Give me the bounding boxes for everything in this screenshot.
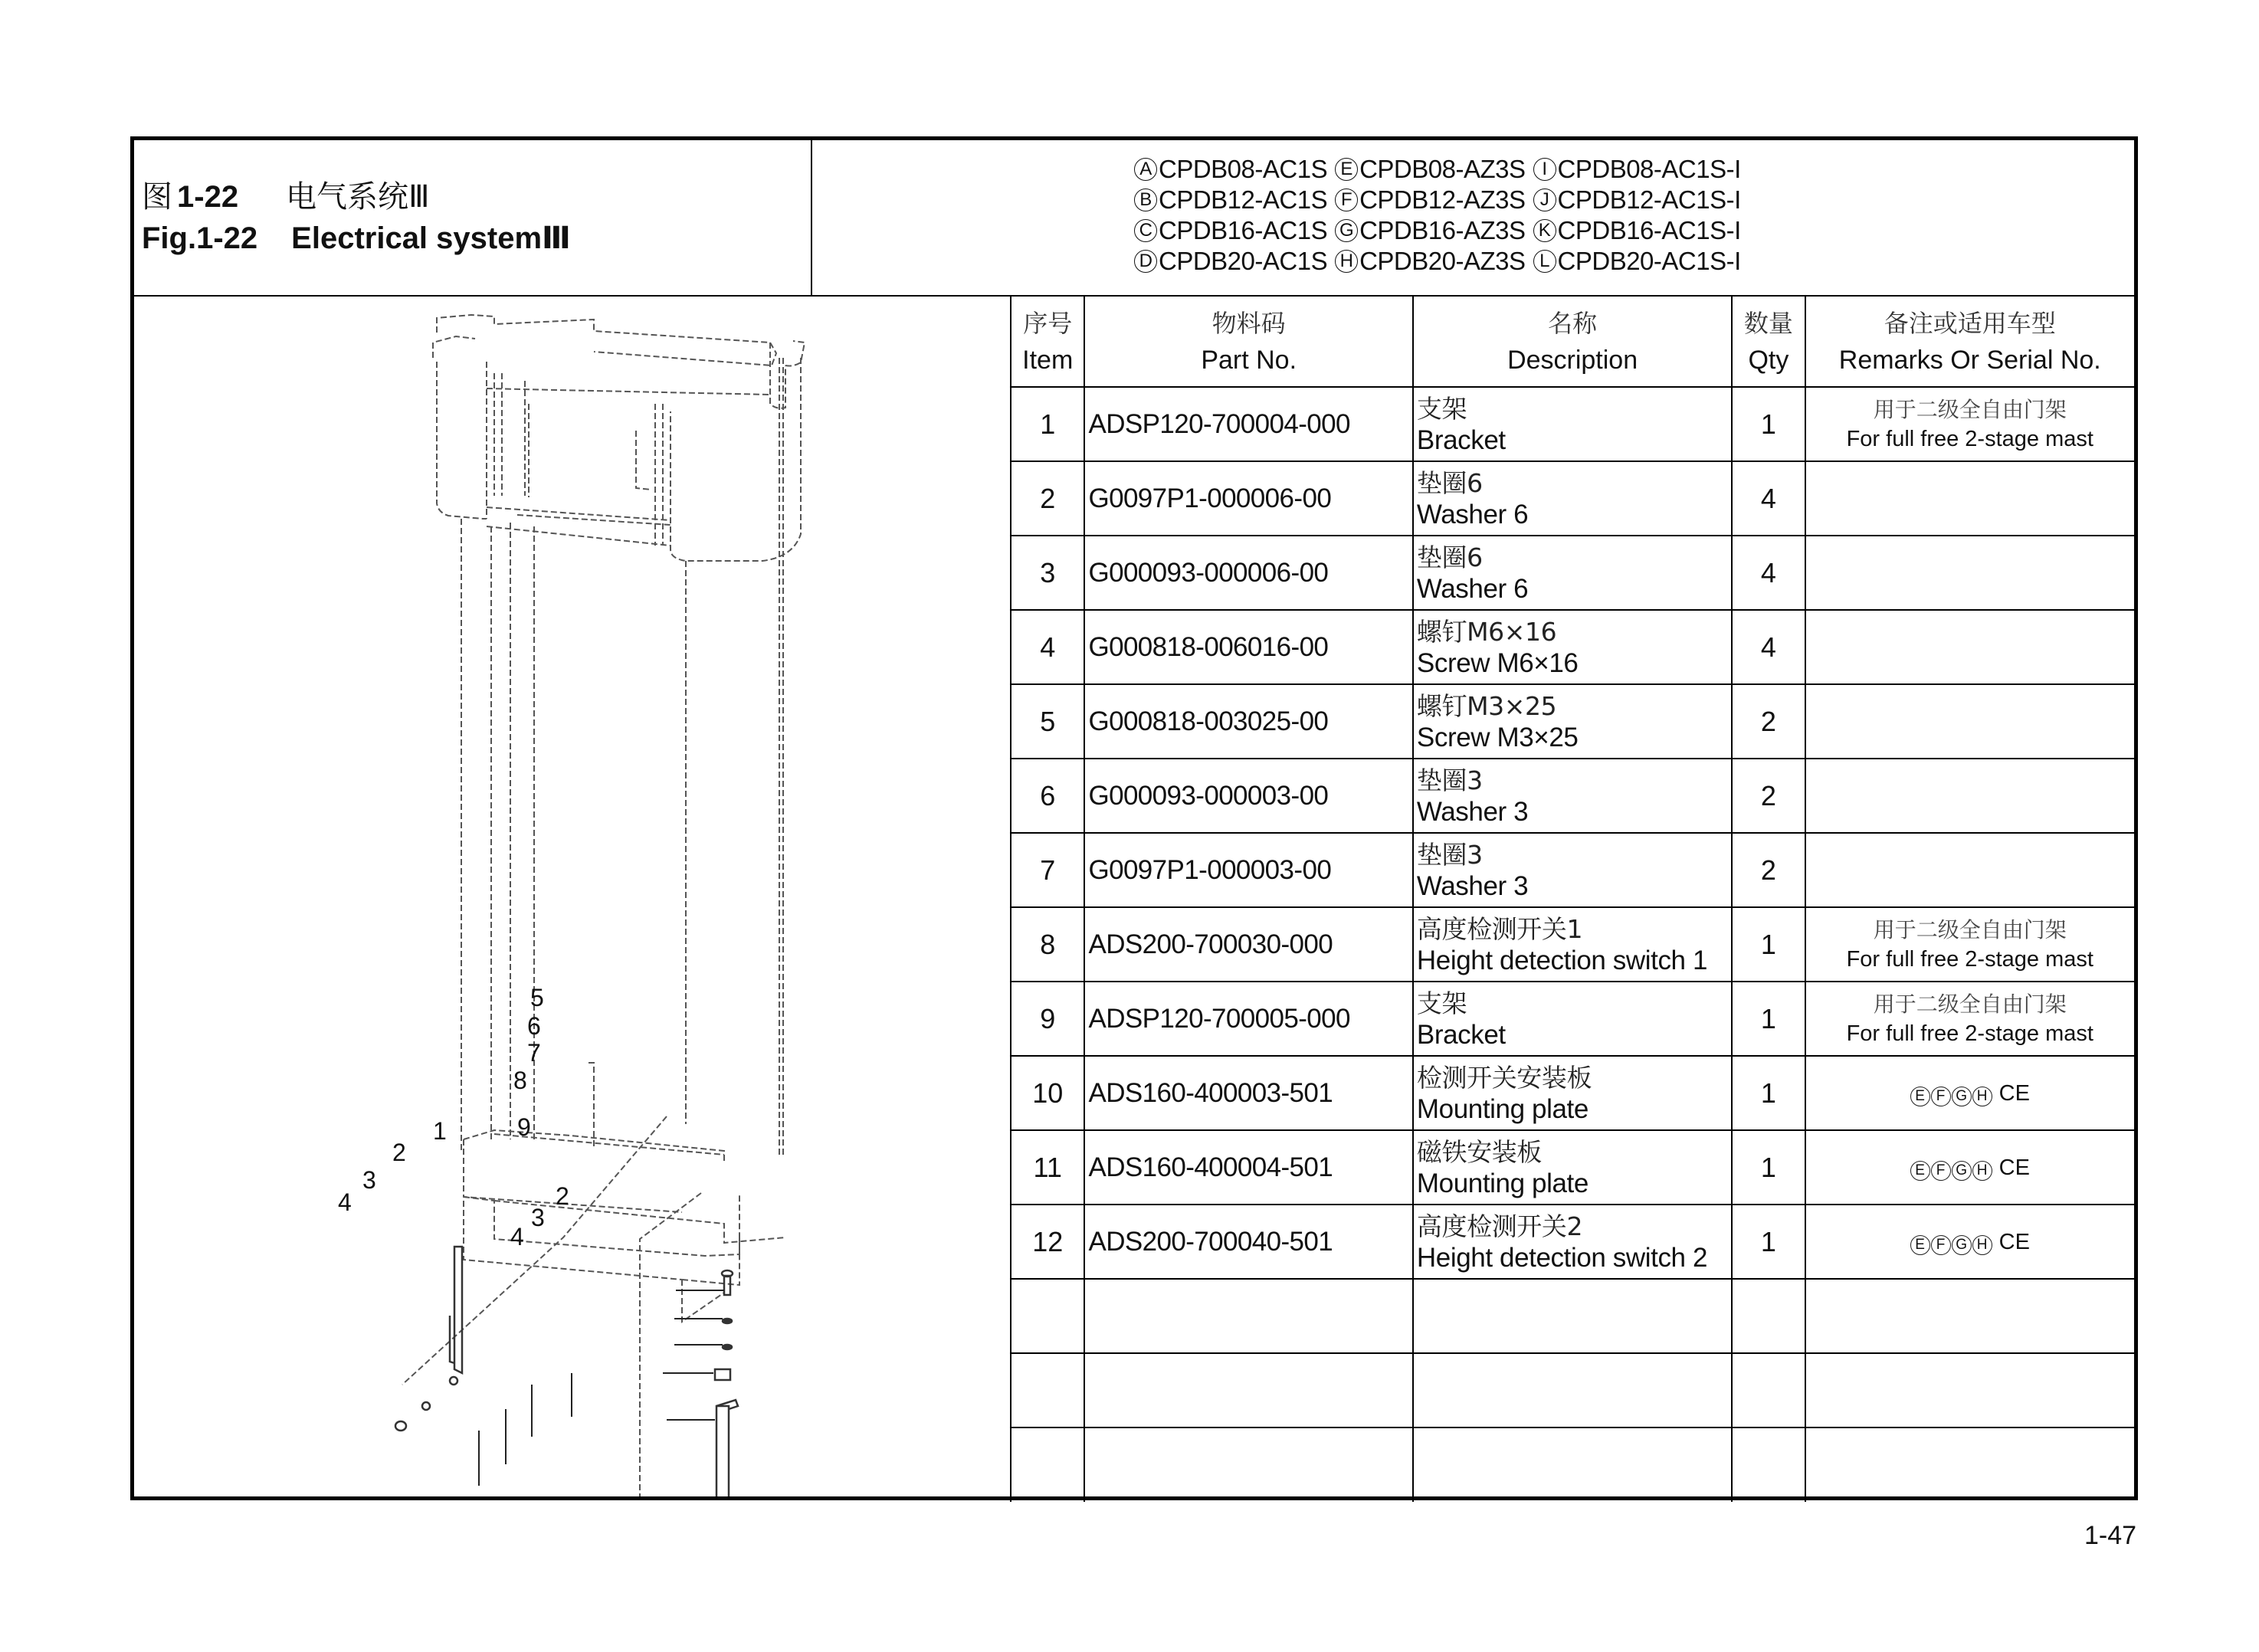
description-en: Washer 6 [1416, 573, 1529, 604]
callout-number: 6 [527, 1012, 541, 1040]
cell-qty [1732, 1353, 1805, 1427]
remark-cn: 用于二级全自由门架 [1873, 916, 2067, 942]
column-header-part-no: 物料码 Part No. [1084, 297, 1412, 387]
cell-description [1413, 1279, 1732, 1353]
description-en: Mounting plate [1416, 1168, 1589, 1198]
model-entry [1134, 246, 1327, 277]
page-number: 1-47 [2084, 1521, 2137, 1550]
circled-letter-icon: H [1972, 1235, 1992, 1255]
model-row [1134, 215, 1741, 246]
circled-letter-icon: H [1335, 250, 1358, 273]
cell-description [1413, 1205, 1732, 1279]
cell-qty: 1 [1732, 1130, 1805, 1205]
parts-table [1010, 297, 2134, 1502]
cell-item [1011, 1353, 1084, 1427]
description-cn: 垫圈6 [1416, 542, 1483, 572]
cell-remarks [1805, 684, 2134, 759]
figure-title-cn [142, 172, 430, 216]
cell-item: 11 [1011, 1130, 1084, 1205]
circled-letter-icon: E [1910, 1161, 1930, 1181]
model-entry [1335, 185, 1525, 215]
callout-number: 7 [527, 1039, 541, 1067]
cell-remarks [1805, 610, 2134, 684]
description-cn: 检测开关安装板 [1416, 1062, 1592, 1093]
model-row [1134, 185, 1741, 215]
callout-number: 3 [362, 1166, 376, 1194]
model-name: CPDB12-AC1S [1159, 185, 1328, 214]
applicable-models-block [812, 140, 2134, 297]
model-name: CPDB08-AC1S-I [1557, 155, 1741, 183]
circled-letter-icon: E [1335, 158, 1358, 181]
model-entry [1134, 154, 1327, 185]
circled-letter-icon: G [1952, 1087, 1972, 1106]
exploded-parts-diagram [134, 297, 1010, 1496]
cell-part-no [1084, 1427, 1412, 1502]
cell-description [1413, 1353, 1732, 1427]
model-name: CPDB20-AC1S [1159, 247, 1328, 275]
title-cn-number: 1-22 [177, 180, 239, 214]
circled-letter-icon: E [1910, 1235, 1930, 1255]
table-row [1011, 1130, 2134, 1205]
cell-description [1413, 610, 1732, 684]
title-cn-text: 电气系统Ⅲ [286, 179, 430, 215]
cell-part-no: G000093-000003-00 [1084, 759, 1412, 833]
remark-suffix: CE [1998, 1229, 2030, 1254]
table-row [1011, 1279, 2134, 1353]
cell-part-no: ADSP120-700004-000 [1084, 387, 1412, 461]
description-en: Height detection switch 1 [1416, 945, 1708, 975]
table-row [1011, 610, 2134, 684]
description-en: Washer 3 [1416, 870, 1529, 901]
cell-remarks [1805, 1279, 2134, 1353]
column-header-item: 序号 Item [1011, 297, 1084, 387]
table-row [1011, 387, 2134, 461]
description-cn: 高度检测开关1 [1416, 913, 1583, 944]
cell-item: 3 [1011, 536, 1084, 610]
circled-letter-icon: B [1134, 188, 1157, 211]
figure-title-block [134, 140, 812, 297]
model-entry [1335, 215, 1525, 246]
model-entry [1335, 246, 1525, 277]
model-entry [1134, 185, 1327, 215]
title-en-prefix: Fig.1-22 [142, 221, 258, 255]
table-row [1011, 684, 2134, 759]
cell-remarks [1805, 1427, 2134, 1502]
cell-qty: 1 [1732, 1056, 1805, 1130]
model-name: CPDB20-AC1S-I [1557, 247, 1741, 275]
cell-qty: 1 [1732, 387, 1805, 461]
cell-remarks [1805, 1205, 2134, 1279]
model-name: CPDB08-AZ3S [1359, 155, 1526, 183]
model-entry [1335, 154, 1525, 185]
callout-number: 4 [510, 1223, 524, 1250]
cell-item: 4 [1011, 610, 1084, 684]
table-row [1011, 1056, 2134, 1130]
column-header-description: 名称 Description [1413, 297, 1732, 387]
table-row [1011, 1205, 2134, 1279]
cell-description [1413, 982, 1732, 1056]
cell-qty: 1 [1732, 907, 1805, 982]
figure-title-en [142, 221, 571, 256]
cell-remarks [1805, 461, 2134, 536]
circled-letter-icon: F [1931, 1161, 1951, 1181]
cell-part-no: G000818-006016-00 [1084, 610, 1412, 684]
cell-part-no: G0097P1-000006-00 [1084, 461, 1412, 536]
cell-item [1011, 1279, 1084, 1353]
cell-remarks [1805, 1130, 2134, 1205]
model-row [1134, 246, 1741, 277]
description-cn: 高度检测开关2 [1416, 1211, 1583, 1241]
cell-part-no: ADS160-400003-501 [1084, 1056, 1412, 1130]
callout-number: 9 [517, 1113, 531, 1141]
cell-remarks [1805, 536, 2134, 610]
cell-qty: 2 [1732, 833, 1805, 907]
cell-part-no [1084, 1353, 1412, 1427]
description-cn: 螺钉M6×16 [1416, 616, 1557, 647]
cell-part-no: G0097P1-000003-00 [1084, 833, 1412, 907]
table-row [1011, 907, 2134, 982]
cell-part-no: ADS160-400004-501 [1084, 1130, 1412, 1205]
remark-suffix: CE [1998, 1080, 2030, 1106]
callout-number: 2 [392, 1139, 406, 1166]
cell-qty: 4 [1732, 536, 1805, 610]
circled-letter-icon: G [1952, 1161, 1972, 1181]
cell-remarks [1805, 387, 2134, 461]
cell-description [1413, 833, 1732, 907]
description-cn: 磁铁安装板 [1416, 1136, 1542, 1167]
cell-description [1413, 1427, 1732, 1502]
table-row [1011, 833, 2134, 907]
cell-item: 5 [1011, 684, 1084, 759]
description-en: Mounting plate [1416, 1093, 1589, 1124]
circled-letter-icon: H [1972, 1161, 1992, 1181]
table-row [1011, 1353, 2134, 1427]
description-en: Height detection switch 2 [1416, 1242, 1708, 1273]
cell-remarks [1805, 833, 2134, 907]
circled-letter-icon: G [1952, 1235, 1972, 1255]
callout-number: 8 [513, 1067, 527, 1094]
description-cn: 垫圈6 [1416, 467, 1483, 498]
remark-cn: 用于二级全自由门架 [1873, 396, 2067, 422]
description-en: Washer 6 [1416, 499, 1529, 529]
remark-suffix: CE [1998, 1155, 2030, 1180]
remark-en: For full free 2-stage mast [1846, 946, 2093, 972]
column-header-remarks: 备注或适用车型 Remarks Or Serial No. [1805, 297, 2134, 387]
model-name: CPDB16-AC1S-I [1557, 216, 1741, 244]
model-name: CPDB16-AZ3S [1359, 216, 1526, 244]
description-cn: 支架 [1416, 393, 1467, 424]
remark-en: For full free 2-stage mast [1846, 426, 2093, 451]
cell-item: 6 [1011, 759, 1084, 833]
cell-item: 10 [1011, 1056, 1084, 1130]
table-row [1011, 461, 2134, 536]
model-list [1134, 154, 1741, 277]
circled-letter-icon: A [1134, 158, 1157, 181]
table-row [1011, 759, 2134, 833]
cell-qty: 1 [1732, 1205, 1805, 1279]
model-row [1134, 154, 1741, 185]
description-en: Bracket [1416, 424, 1506, 455]
description-cn: 垫圈3 [1416, 765, 1483, 795]
cell-item: 12 [1011, 1205, 1084, 1279]
cell-description [1413, 1130, 1732, 1205]
cell-part-no: ADS200-700040-501 [1084, 1205, 1412, 1279]
circled-letter-icon: J [1533, 188, 1556, 211]
table-row [1011, 1427, 2134, 1502]
cell-part-no: ADSP120-700005-000 [1084, 982, 1412, 1056]
callout-number: 4 [338, 1188, 352, 1216]
circled-letter-icon: K [1533, 219, 1556, 242]
circled-letter-icon: F [1335, 188, 1358, 211]
cell-description [1413, 907, 1732, 982]
circled-letter-icon: H [1972, 1087, 1992, 1106]
model-entry [1134, 215, 1327, 246]
cell-remarks [1805, 1056, 2134, 1130]
cell-description [1413, 759, 1732, 833]
description-cn: 螺钉M3×25 [1416, 690, 1557, 721]
cell-item [1011, 1427, 1084, 1502]
description-en: Screw M6×16 [1416, 647, 1579, 678]
circled-letter-icon: D [1134, 250, 1157, 273]
cell-qty [1732, 1427, 1805, 1502]
figure-frame [130, 136, 2138, 1500]
model-name: CPDB16-AC1S [1159, 216, 1328, 244]
cell-item: 2 [1011, 461, 1084, 536]
cell-qty: 2 [1732, 684, 1805, 759]
callout-number: 2 [556, 1182, 569, 1210]
circled-letter-icon: F [1931, 1087, 1951, 1106]
cell-item: 8 [1011, 907, 1084, 982]
circled-letter-icon: C [1134, 219, 1157, 242]
title-cn-prefix: 图 [142, 179, 172, 215]
cell-part-no: G000818-003025-00 [1084, 684, 1412, 759]
description-en: Bracket [1416, 1019, 1506, 1050]
cell-remarks [1805, 759, 2134, 833]
cell-item: 7 [1011, 833, 1084, 907]
cell-remarks [1805, 1353, 2134, 1427]
cell-part-no: ADS200-700030-000 [1084, 907, 1412, 982]
model-name: CPDB12-AC1S-I [1557, 185, 1741, 214]
column-header-qty: 数量 Qty [1732, 297, 1805, 387]
callout-number: 3 [531, 1204, 545, 1231]
table-row [1011, 982, 2134, 1056]
table-header-row [1011, 297, 2134, 387]
cell-part-no: G000093-000006-00 [1084, 536, 1412, 610]
cell-description [1413, 684, 1732, 759]
circled-letter-icon: L [1533, 250, 1556, 273]
cell-qty: 4 [1732, 610, 1805, 684]
cell-description [1413, 536, 1732, 610]
cell-description [1413, 1056, 1732, 1130]
remark-cn: 用于二级全自由门架 [1873, 991, 2067, 1017]
cell-qty: 1 [1732, 982, 1805, 1056]
remark-en: For full free 2-stage mast [1846, 1021, 2093, 1046]
model-entry [1533, 185, 1741, 215]
cell-description [1413, 461, 1732, 536]
circled-letter-icon: I [1533, 158, 1556, 181]
model-entry [1533, 246, 1741, 277]
model-entry [1533, 215, 1741, 246]
description-cn: 支架 [1416, 988, 1467, 1018]
model-name: CPDB12-AZ3S [1359, 185, 1526, 214]
cell-qty: 4 [1732, 461, 1805, 536]
model-name: CPDB08-AC1S [1159, 155, 1328, 183]
cell-description [1413, 387, 1732, 461]
circled-letter-icon: E [1910, 1087, 1930, 1106]
cell-remarks [1805, 907, 2134, 982]
callout-number: 5 [530, 984, 544, 1011]
circled-letter-icon: G [1335, 219, 1358, 242]
cell-item: 9 [1011, 982, 1084, 1056]
description-en: Screw M3×25 [1416, 722, 1579, 752]
cell-qty [1732, 1279, 1805, 1353]
title-en-text: Electrical systemⅢ [291, 221, 571, 255]
table-row [1011, 536, 2134, 610]
model-name: CPDB20-AZ3S [1359, 247, 1526, 275]
cell-item: 1 [1011, 387, 1084, 461]
cell-remarks [1805, 982, 2134, 1056]
callout-number: 1 [433, 1117, 447, 1145]
circled-letter-icon: F [1931, 1235, 1951, 1255]
cell-qty: 2 [1732, 759, 1805, 833]
description-cn: 垫圈3 [1416, 839, 1483, 870]
cell-part-no [1084, 1279, 1412, 1353]
model-entry [1533, 154, 1741, 185]
description-en: Washer 3 [1416, 796, 1529, 827]
mast-diagram-illustration [134, 297, 1010, 1496]
